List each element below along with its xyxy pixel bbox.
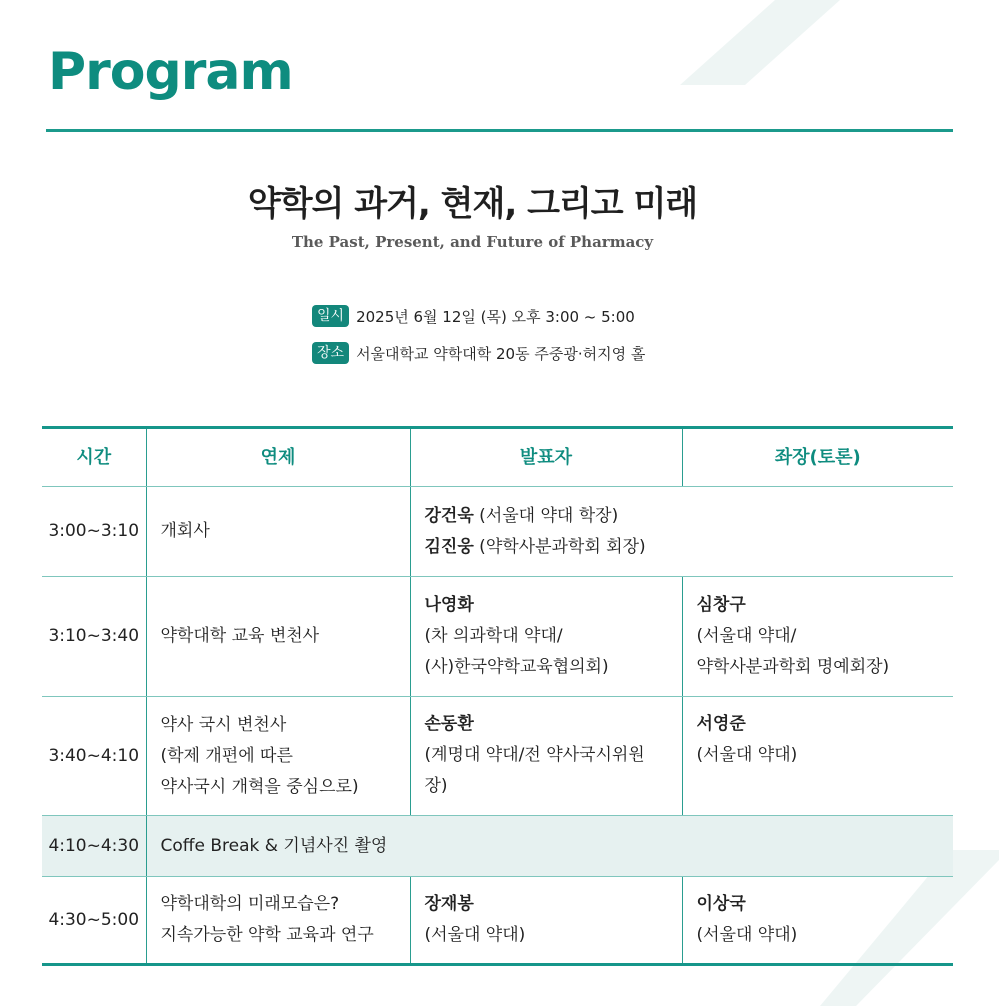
- chair-cell: [682, 697, 953, 816]
- speaker-cell: [410, 697, 682, 816]
- speaker-name: 장재봉: [424, 894, 474, 914]
- time-cell: 3:00~3:10: [42, 487, 146, 577]
- header-chair: 좌장(토론): [682, 428, 953, 487]
- speaker-cell: [410, 487, 953, 577]
- date-badge: 일시: [312, 305, 349, 327]
- title-divider: [46, 129, 953, 132]
- topic-line: (학제 개편에 따른: [160, 745, 293, 766]
- topic-cell: [146, 697, 410, 816]
- chair-affiliation: (서울대 약대/: [696, 626, 797, 646]
- program-table: [42, 426, 953, 966]
- topic-cell: [146, 577, 410, 697]
- speaker-name: 강건욱: [424, 505, 474, 526]
- decorative-stripe-top: [680, 0, 880, 90]
- header-speaker: 발표자: [410, 428, 682, 487]
- table-row: [42, 697, 953, 816]
- speaker-affiliation: (약학사분과학회 회장): [473, 536, 646, 557]
- speaker-name: 손동환: [424, 714, 474, 734]
- table-header-row: [42, 428, 953, 487]
- time-cell: 3:40~4:10: [42, 697, 146, 816]
- topic-line: 개회사: [160, 521, 210, 541]
- chair-name: 심창구: [696, 595, 746, 615]
- table-row: [42, 487, 953, 577]
- speaker-affiliation: (서울대 약대 학장): [473, 505, 619, 526]
- topic-line: 약학대학 교육 변천사: [160, 626, 320, 646]
- chair-cell: [682, 877, 953, 965]
- date-info: [312, 305, 635, 327]
- table-row: [42, 877, 953, 965]
- speaker-affiliation: (차 의과학대 약대/: [424, 626, 563, 646]
- time-cell: 3:10~3:40: [42, 577, 146, 697]
- place-info: [312, 342, 645, 364]
- event-title: 약학의 과거, 현재, 그리고 미래: [247, 184, 698, 224]
- topic-line: 약사국시 개혁을 중심으로): [160, 776, 359, 797]
- topic-line: 약사 국시 변천사: [160, 714, 287, 735]
- header-topic: 연제: [146, 428, 410, 487]
- page-title: Program: [48, 42, 293, 102]
- speaker-cell: [410, 577, 682, 697]
- topic-cell: [146, 487, 410, 577]
- chair-name: 서영준: [696, 714, 746, 734]
- chair-affiliation: (서울대 약대): [696, 745, 798, 765]
- time-cell: 4:30~5:00: [42, 877, 146, 965]
- topic-cell: [146, 816, 953, 877]
- place-value: 서울대학교 약학대학 20동 주중광·허지영 홀: [356, 344, 646, 363]
- topic-cell: [146, 877, 410, 965]
- time-cell: 4:10~4:30: [42, 816, 146, 877]
- speaker-affiliation: (서울대 약대): [424, 925, 526, 945]
- speaker-name: 나영화: [424, 595, 474, 615]
- speaker-line: [425, 501, 940, 532]
- table-row-break: [42, 816, 953, 877]
- topic-line: 약학대학의 미래모습은?: [160, 894, 340, 914]
- event-subtitle: The Past, Present, and Future of Pharmacy: [291, 233, 654, 251]
- place-badge: 장소: [312, 342, 349, 364]
- speaker-cell: [410, 877, 682, 965]
- chair-cell: [682, 577, 953, 697]
- topic-line: Coffe Break & 기념사진 촬영: [160, 835, 388, 856]
- date-value: 2025년 6월 12일 (목) 오후 3:00 ~ 5:00: [356, 307, 635, 326]
- speaker-affiliation: (사)한국약학교육협의회): [424, 657, 609, 677]
- speaker-affiliation: (계명대 약대/전 약사국시위원장): [424, 745, 645, 796]
- chair-affiliation: (서울대 약대): [696, 925, 798, 945]
- chair-name: 이상국: [696, 894, 746, 914]
- speaker-line: [425, 532, 940, 563]
- chair-affiliation: 약학사분과학회 명예회장): [696, 657, 890, 677]
- topic-line: 지속가능한 약학 교육과 연구: [160, 925, 374, 945]
- table-row: [42, 577, 953, 697]
- header-time: 시간: [42, 428, 146, 487]
- speaker-name: 김진웅: [424, 536, 474, 557]
